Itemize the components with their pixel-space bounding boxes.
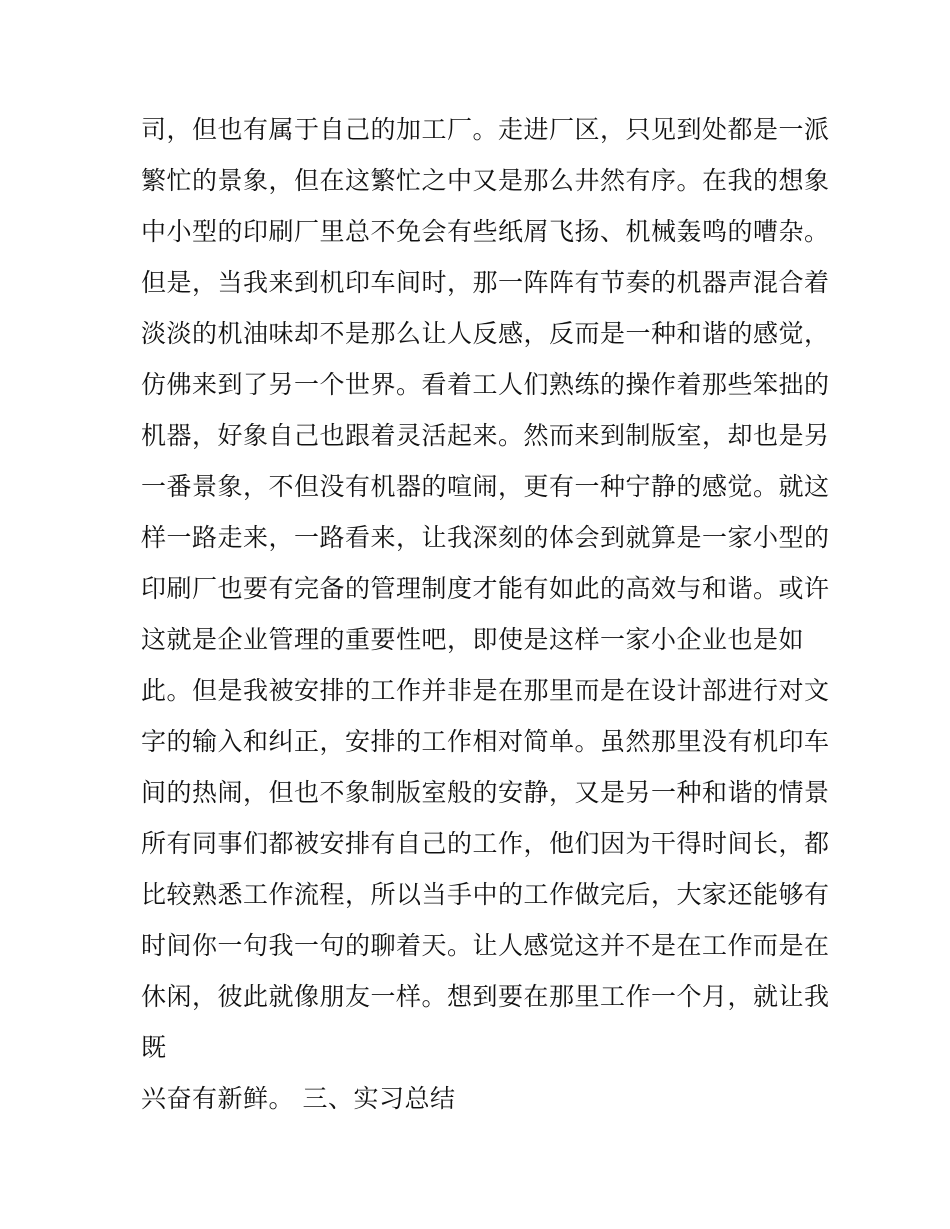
- text-line: 仿佛来到了另一个世界。看着工人们熟练的操作着那些笨拙的: [141, 370, 830, 399]
- text-line: 印刷厂也要有完备的管理制度才能有如此的高效与和谐。或许: [141, 574, 830, 603]
- text-line: 间的热闹，但也不象制版室般的安静，又是另一种和谐的情景: [141, 778, 830, 807]
- text-line: 休闲，彼此就像朋友一样。想到要在那里工作一个月，就让我: [141, 982, 830, 1011]
- text-line: 一番景象，不但没有机器的喧闹，更有一种宁静的感觉。就这: [141, 472, 830, 501]
- text-line: 机器，好象自己也跟着灵活起来。然而来到制版室，却也是另: [141, 421, 830, 450]
- text-line: 但是，当我来到机印车间时，那一阵阵有节奏的机器声混合着: [141, 268, 830, 297]
- text-line: 比较熟悉工作流程，所以当手中的工作做完后，大家还能够有: [141, 880, 830, 909]
- section-heading-line: 兴奋有新鲜。 三、实习总结: [141, 1084, 456, 1113]
- text-line: 中小型的印刷厂里总不免会有些纸屑飞扬、机械轰鸣的嘈杂。: [141, 217, 830, 246]
- text-line: 这就是企业管理的重要性吧，即使是这样一家小企业也是如: [141, 625, 805, 654]
- text-line: 字的输入和纠正，安排的工作相对简单。虽然那里没有机印车: [141, 727, 830, 756]
- text-line: 此。但是我被安排的工作并非是在那里而是在设计部进行对文: [141, 676, 830, 705]
- text-line: 时间你一句我一句的聊着天。让人感觉这并不是在工作而是在: [141, 931, 830, 960]
- text-line: 繁忙的景象，但在这繁忙之中又是那么井然有序。在我的想象: [141, 166, 830, 195]
- text-line: 司，但也有属于自己的加工厂。走进厂区，只见到处都是一派: [141, 115, 830, 144]
- text-line: 所有同事们都被安排有自己的工作，他们因为干得时间长，都: [141, 829, 830, 858]
- text-line: 既: [141, 1033, 167, 1062]
- text-line: 淡淡的机油味却不是那么让人反感，反而是一种和谐的感觉，: [141, 319, 830, 348]
- text-line: 样一路走来，一路看来，让我深刻的体会到就算是一家小型的: [141, 523, 830, 552]
- body-text: [141, 104, 830, 1124]
